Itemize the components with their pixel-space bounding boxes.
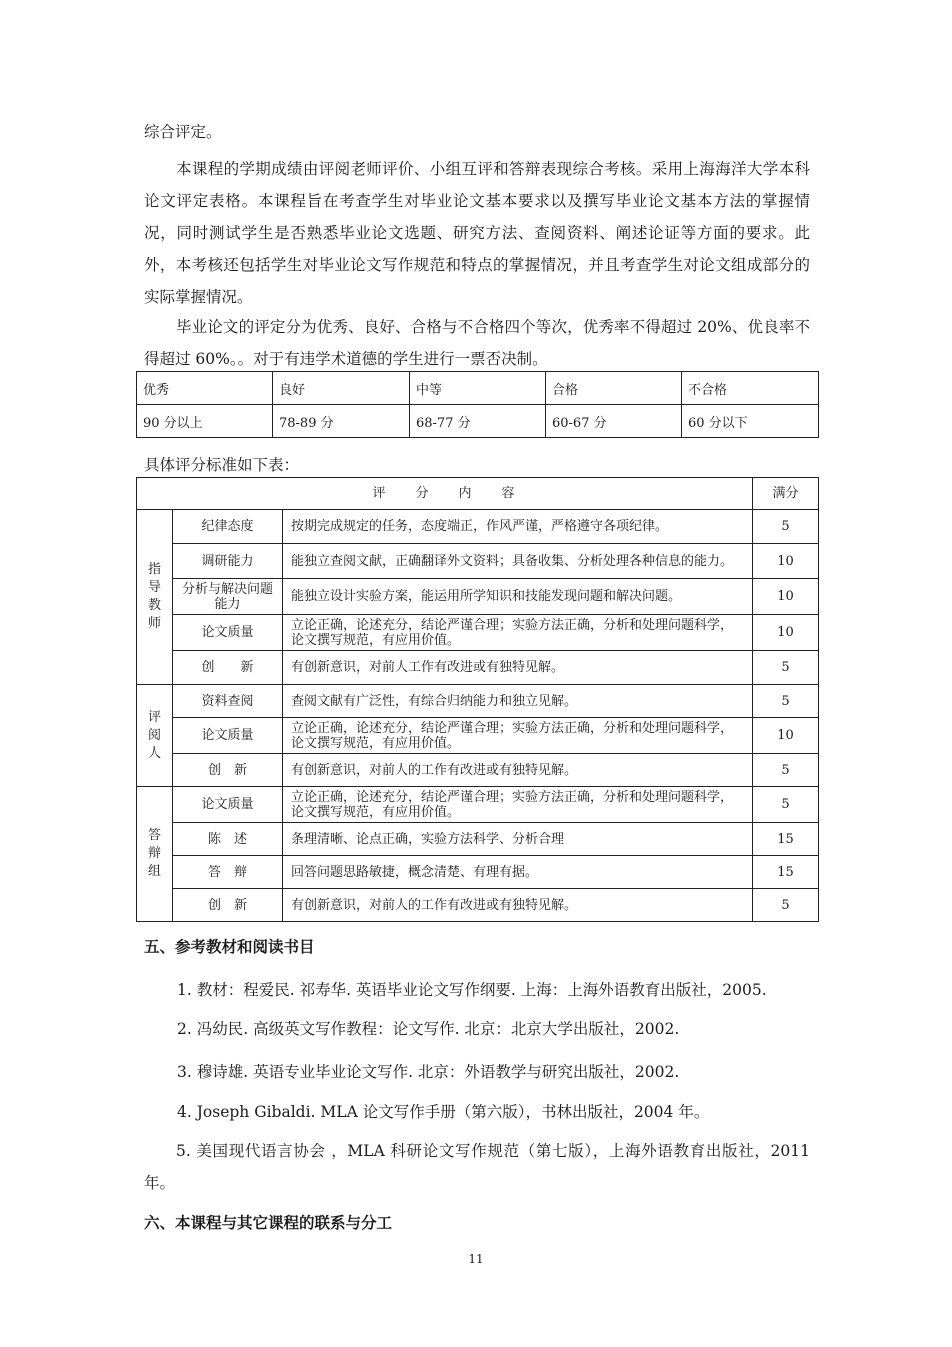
criterion-name: 论文质量 (173, 787, 283, 823)
grade-range: 90 分以上 (137, 405, 273, 438)
grade-label: 中等 (410, 372, 546, 405)
reference-item: 4. Joseph Gibaldi. MLA 论文写作手册（第六版），书林出版社，2004 年。 (177, 1103, 710, 1121)
rubric-content-header: 评 分 内 容 (137, 478, 753, 510)
rubric-row (137, 889, 819, 922)
criterion-content: 条理清晰、论点正确，实验方法科学、分析合理 (283, 823, 753, 856)
intro-end-text: 综合评定。 (144, 123, 222, 141)
grade-label-row (137, 372, 819, 405)
rubric-row (137, 544, 819, 579)
criterion-score: 15 (753, 856, 819, 889)
criterion-name: 创 新 (173, 889, 283, 922)
rubric-row (137, 856, 819, 889)
grade-label: 不合格 (682, 372, 819, 405)
grade-range: 60-67 分 (546, 405, 682, 438)
criterion-score: 5 (753, 685, 819, 718)
criterion-name: 论文质量 (173, 615, 283, 651)
criterion-score: 15 (753, 823, 819, 856)
group-reviewer: 评阅人 (137, 685, 173, 787)
grade-range: 60 分以下 (682, 405, 819, 438)
criterion-content: 立论正确，论述充分，结论严谨合理；实验方法正确，分析和处理问题科学，论文撰写规范，有应用价值。 (283, 615, 753, 651)
grade-range: 68-77 分 (410, 405, 546, 438)
group-defense: 答辩组 (137, 787, 173, 922)
rubric-row (137, 615, 819, 651)
grade-levels-table (136, 371, 819, 438)
grade-label: 合格 (546, 372, 682, 405)
criterion-score: 10 (753, 718, 819, 754)
criterion-score: 10 (753, 615, 819, 651)
criterion-name: 资料查阅 (173, 685, 283, 718)
criterion-score: 5 (753, 651, 819, 685)
criterion-score: 5 (753, 787, 819, 823)
criterion-name: 陈 述 (173, 823, 283, 856)
rubric-header-row (137, 478, 819, 510)
criterion-content: 有创新意识，对前人的工作有改进或有独特见解。 (283, 889, 753, 922)
criterion-score: 5 (753, 510, 819, 544)
page-number: 11 (468, 1252, 484, 1266)
criterion-name: 创 新 (173, 651, 283, 685)
criterion-content: 回答问题思路敏捷，概念清楚、有理有据。 (283, 856, 753, 889)
criterion-content: 立论正确，论述充分，结论严谨合理；实验方法正确，分析和处理问题科学，论文撰写规范，有应用价值。 (283, 718, 753, 754)
criterion-content: 立论正确，论述充分，结论严谨合理；实验方法正确，分析和处理问题科学，论文撰写规范，有应用价值。 (283, 787, 753, 823)
grade-range-row (137, 405, 819, 438)
criterion-name: 答 辩 (173, 856, 283, 889)
rubric-row (137, 579, 819, 615)
criterion-name: 论文质量 (173, 718, 283, 754)
criterion-content: 能独立查阅文献，正确翻译外文资料；具备收集、分析处理各种信息的能力。 (283, 544, 753, 579)
criterion-content: 按期完成规定的任务，态度端正，作风严谨，严格遵守各项纪律。 (283, 510, 753, 544)
criterion-score: 10 (753, 544, 819, 579)
grade-range: 78-89 分 (273, 405, 410, 438)
rubric-row (137, 510, 819, 544)
grade-label: 优秀 (137, 372, 273, 405)
criterion-content: 有创新意识，对前人的工作有改进或有独特见解。 (283, 754, 753, 787)
criterion-name: 调研能力 (173, 544, 283, 579)
rubric-row (137, 787, 819, 823)
rubric-intro-text: 具体评分标准如下表： (144, 456, 300, 474)
section-six-title: 六、本课程与其它课程的联系与分工 (144, 1213, 393, 1232)
rubric-row (137, 754, 819, 787)
group-advisor: 指导教师 (137, 510, 173, 685)
section-five-title: 五、参考教材和阅读书目 (144, 937, 315, 956)
reference-item: 5. 美国现代语言协会 ，MLA 科研论文写作规范（第七版），上海外语教育出版社，2011 年。 (144, 1142, 810, 1192)
criterion-content: 有创新意识，对前人工作有改进或有独特见解。 (283, 651, 753, 685)
scoring-rubric-table (136, 477, 819, 922)
criterion-content: 能独立设计实验方案，能运用所学知识和技能发现问题和解决问题。 (283, 579, 753, 615)
criterion-content: 查阅文献有广泛性，有综合归纳能力和独立见解。 (283, 685, 753, 718)
rubric-row (137, 823, 819, 856)
rubric-row (137, 718, 819, 754)
reference-item: 3. 穆诗雄. 英语专业毕业论文写作. 北京：外语教学与研究出版社，2002. (177, 1063, 680, 1081)
grade-label: 良好 (273, 372, 410, 405)
criterion-name: 纪律态度 (173, 510, 283, 544)
rubric-score-header: 满分 (753, 478, 819, 510)
grading-paragraph: 毕业论文的评定分为优秀、良好、合格与不合格四个等次，优秀率不得超过 20%、优良率不得超过 60%。。对于有违学术道德的学生进行一票否决制。 (144, 318, 810, 368)
criterion-score: 10 (753, 579, 819, 615)
rubric-row (137, 685, 819, 718)
criterion-score: 5 (753, 889, 819, 922)
criterion-name: 创 新 (173, 754, 283, 787)
rubric-row (137, 651, 819, 685)
reference-item: 2. 冯幼民. 高级英文写作教程：论文写作. 北京：北京大学出版社，2002. (177, 1020, 680, 1038)
reference-item: 1. 教材：程爱民. 祁寿华. 英语毕业论文写作纲要. 上海：上海外语教育出版社，2005. (177, 981, 767, 999)
criterion-score: 5 (753, 754, 819, 787)
criterion-name: 分析与解决问题能力 (173, 579, 283, 615)
assessment-paragraph: 本课程的学期成绩由评阅老师评价、小组互评和答辩表现综合考核。采用上海海洋大学本科论文评定表格。本课程旨在考查学生对毕业论文基本要求以及撰写毕业论文基本方法的掌握情况，同时测试学生是否熟悉毕业论文选题、研究方法、查阅资料、阐述论证等方面的要求。此外，本考核还包括学生对毕业论文写作规范和特点的掌握情况，并且考查学生对论文组成部分的实际掌握情况。 (144, 160, 810, 306)
